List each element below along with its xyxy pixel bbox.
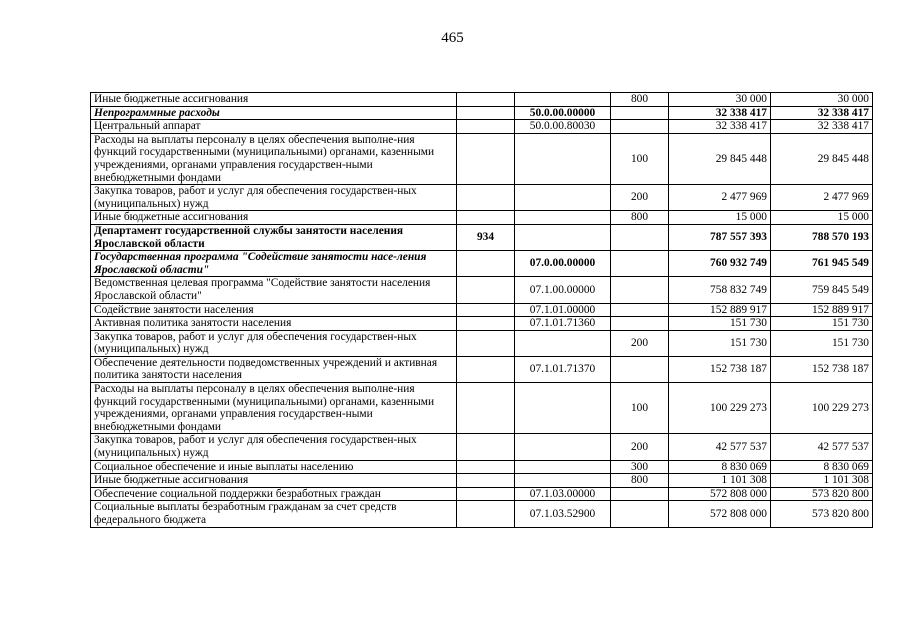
table-row [91, 277, 873, 303]
row-amount-year2-cell: 151 730 [771, 317, 873, 331]
row-article-code-cell [515, 474, 611, 488]
row-name-cell: Расходы на выплаты персоналу в целях обеспечения выполне-ния функций государственными (муниципальными) органами, казенными учреждениями, органами управления государствен-ными внебюджетными фондами [91, 133, 457, 184]
table-row [91, 487, 873, 501]
row-amount-year1-cell: 8 830 069 [669, 460, 771, 474]
row-department-code-cell: 934 [457, 224, 515, 250]
row-department-code-cell [457, 277, 515, 303]
row-amount-year2-cell: 32 338 417 [771, 106, 873, 120]
row-department-code-cell [457, 487, 515, 501]
table-row [91, 93, 873, 107]
row-department-code-cell [457, 501, 515, 527]
row-name-cell: Закупка товаров, работ и услуг для обеспечения государствен-ных (муниципальных) нужд [91, 434, 457, 460]
row-amount-year2-cell: 30 000 [771, 93, 873, 107]
row-article-code-cell [515, 211, 611, 225]
row-amount-year1-cell: 760 932 749 [669, 251, 771, 277]
row-name-cell: Содействие занятости населения [91, 303, 457, 317]
row-expense-type-cell [611, 303, 669, 317]
row-amount-year2-cell: 759 845 549 [771, 277, 873, 303]
row-amount-year1-cell: 100 229 273 [669, 383, 771, 434]
row-name-cell: Иные бюджетные ассигнования [91, 93, 457, 107]
table-row [91, 185, 873, 211]
row-department-code-cell [457, 133, 515, 184]
row-amount-year1-cell: 29 845 448 [669, 133, 771, 184]
table-row [91, 251, 873, 277]
row-amount-year2-cell: 15 000 [771, 211, 873, 225]
row-expense-type-cell: 100 [611, 383, 669, 434]
table-row [91, 501, 873, 527]
row-name-cell: Иные бюджетные ассигнования [91, 474, 457, 488]
row-amount-year1-cell: 151 730 [669, 317, 771, 331]
row-expense-type-cell [611, 356, 669, 382]
row-amount-year2-cell: 152 738 187 [771, 356, 873, 382]
row-article-code-cell [515, 133, 611, 184]
row-amount-year2-cell: 788 570 193 [771, 224, 873, 250]
row-article-code-cell: 07.1.01.71370 [515, 356, 611, 382]
row-expense-type-cell: 800 [611, 211, 669, 225]
row-expense-type-cell [611, 224, 669, 250]
row-department-code-cell [457, 330, 515, 356]
row-amount-year2-cell: 42 577 537 [771, 434, 873, 460]
row-expense-type-cell: 300 [611, 460, 669, 474]
row-amount-year1-cell: 572 808 000 [669, 501, 771, 527]
row-department-code-cell [457, 383, 515, 434]
table-row [91, 434, 873, 460]
row-article-code-cell: 50.0.00.80030 [515, 120, 611, 134]
row-amount-year2-cell: 8 830 069 [771, 460, 873, 474]
row-amount-year2-cell: 573 820 800 [771, 501, 873, 527]
row-expense-type-cell: 200 [611, 330, 669, 356]
row-amount-year1-cell: 32 338 417 [669, 106, 771, 120]
row-name-cell: Непрограммные расходы [91, 106, 457, 120]
row-amount-year1-cell: 758 832 749 [669, 277, 771, 303]
row-article-code-cell [515, 93, 611, 107]
table-row [91, 474, 873, 488]
row-department-code-cell [457, 356, 515, 382]
row-amount-year2-cell: 29 845 448 [771, 133, 873, 184]
row-department-code-cell [457, 317, 515, 331]
row-amount-year2-cell: 32 338 417 [771, 120, 873, 134]
row-amount-year1-cell: 572 808 000 [669, 487, 771, 501]
table-row [91, 356, 873, 382]
row-expense-type-cell [611, 120, 669, 134]
row-article-code-cell: 07.1.03.00000 [515, 487, 611, 501]
row-amount-year1-cell: 787 557 393 [669, 224, 771, 250]
row-department-code-cell [457, 106, 515, 120]
budget-table-body [91, 93, 873, 528]
row-article-code-cell [515, 224, 611, 250]
row-name-cell: Обеспечение деятельности подведомственных учреждений и активная политика занятости населения [91, 356, 457, 382]
row-department-code-cell [457, 251, 515, 277]
budget-table [90, 92, 873, 528]
row-department-code-cell [457, 460, 515, 474]
row-amount-year1-cell: 15 000 [669, 211, 771, 225]
row-amount-year1-cell: 152 889 917 [669, 303, 771, 317]
row-name-cell: Департамент государственной службы занятости населения Ярославской области [91, 224, 457, 250]
row-expense-type-cell: 100 [611, 133, 669, 184]
row-name-cell: Обеспечение социальной поддержки безработных граждан [91, 487, 457, 501]
row-expense-type-cell [611, 251, 669, 277]
table-row [91, 383, 873, 434]
row-expense-type-cell [611, 317, 669, 331]
row-amount-year2-cell: 761 945 549 [771, 251, 873, 277]
row-department-code-cell [457, 434, 515, 460]
row-amount-year2-cell: 100 229 273 [771, 383, 873, 434]
row-name-cell: Закупка товаров, работ и услуг для обеспечения государствен-ных (муниципальных) нужд [91, 185, 457, 211]
row-name-cell: Закупка товаров, работ и услуг для обеспечения государствен-ных (муниципальных) нужд [91, 330, 457, 356]
row-article-code-cell: 50.0.00.00000 [515, 106, 611, 120]
row-department-code-cell [457, 185, 515, 211]
table-row [91, 303, 873, 317]
table-row [91, 224, 873, 250]
table-row [91, 330, 873, 356]
row-amount-year1-cell: 152 738 187 [669, 356, 771, 382]
table-row [91, 133, 873, 184]
row-article-code-cell [515, 460, 611, 474]
row-article-code-cell: 07.1.01.00000 [515, 303, 611, 317]
row-article-code-cell [515, 330, 611, 356]
row-expense-type-cell: 200 [611, 434, 669, 460]
row-expense-type-cell [611, 487, 669, 501]
row-department-code-cell [457, 120, 515, 134]
row-name-cell: Социальные выплаты безработным гражданам за счет средств федерального бюджета [91, 501, 457, 527]
row-article-code-cell [515, 185, 611, 211]
row-amount-year1-cell: 30 000 [669, 93, 771, 107]
row-article-code-cell: 07.1.00.00000 [515, 277, 611, 303]
table-row [91, 106, 873, 120]
row-name-cell: Ведомственная целевая программа "Содействие занятости населения Ярославской области" [91, 277, 457, 303]
row-name-cell: Иные бюджетные ассигнования [91, 211, 457, 225]
page-number: 465 [441, 30, 464, 46]
row-amount-year2-cell: 2 477 969 [771, 185, 873, 211]
row-amount-year2-cell: 573 820 800 [771, 487, 873, 501]
row-article-code-cell: 07.1.03.52900 [515, 501, 611, 527]
row-department-code-cell [457, 474, 515, 488]
table-row [91, 460, 873, 474]
row-amount-year1-cell: 42 577 537 [669, 434, 771, 460]
row-department-code-cell [457, 93, 515, 107]
row-department-code-cell [457, 303, 515, 317]
row-name-cell: Расходы на выплаты персоналу в целях обеспечения выполне-ния функций государственными (муниципальными) органами, казенными учреждениями, органами управления государствен-ными внебюджетными фондами [91, 383, 457, 434]
row-expense-type-cell: 800 [611, 474, 669, 488]
row-amount-year2-cell: 1 101 308 [771, 474, 873, 488]
row-department-code-cell [457, 211, 515, 225]
row-amount-year1-cell: 32 338 417 [669, 120, 771, 134]
row-name-cell: Социальное обеспечение и иные выплаты населению [91, 460, 457, 474]
row-name-cell: Государственная программа "Содействие занятости насе-ления Ярославской области" [91, 251, 457, 277]
table-row [91, 317, 873, 331]
table-row [91, 211, 873, 225]
row-expense-type-cell: 200 [611, 185, 669, 211]
table-row [91, 120, 873, 134]
row-amount-year1-cell: 2 477 969 [669, 185, 771, 211]
row-amount-year2-cell: 151 730 [771, 330, 873, 356]
row-expense-type-cell [611, 501, 669, 527]
row-amount-year2-cell: 152 889 917 [771, 303, 873, 317]
row-name-cell: Центральный аппарат [91, 120, 457, 134]
row-article-code-cell: 07.0.00.00000 [515, 251, 611, 277]
row-article-code-cell: 07.1.01.71360 [515, 317, 611, 331]
row-expense-type-cell [611, 277, 669, 303]
row-article-code-cell [515, 434, 611, 460]
row-amount-year1-cell: 151 730 [669, 330, 771, 356]
row-expense-type-cell: 800 [611, 93, 669, 107]
row-article-code-cell [515, 383, 611, 434]
row-amount-year1-cell: 1 101 308 [669, 474, 771, 488]
row-expense-type-cell [611, 106, 669, 120]
row-name-cell: Активная политика занятости населения [91, 317, 457, 331]
